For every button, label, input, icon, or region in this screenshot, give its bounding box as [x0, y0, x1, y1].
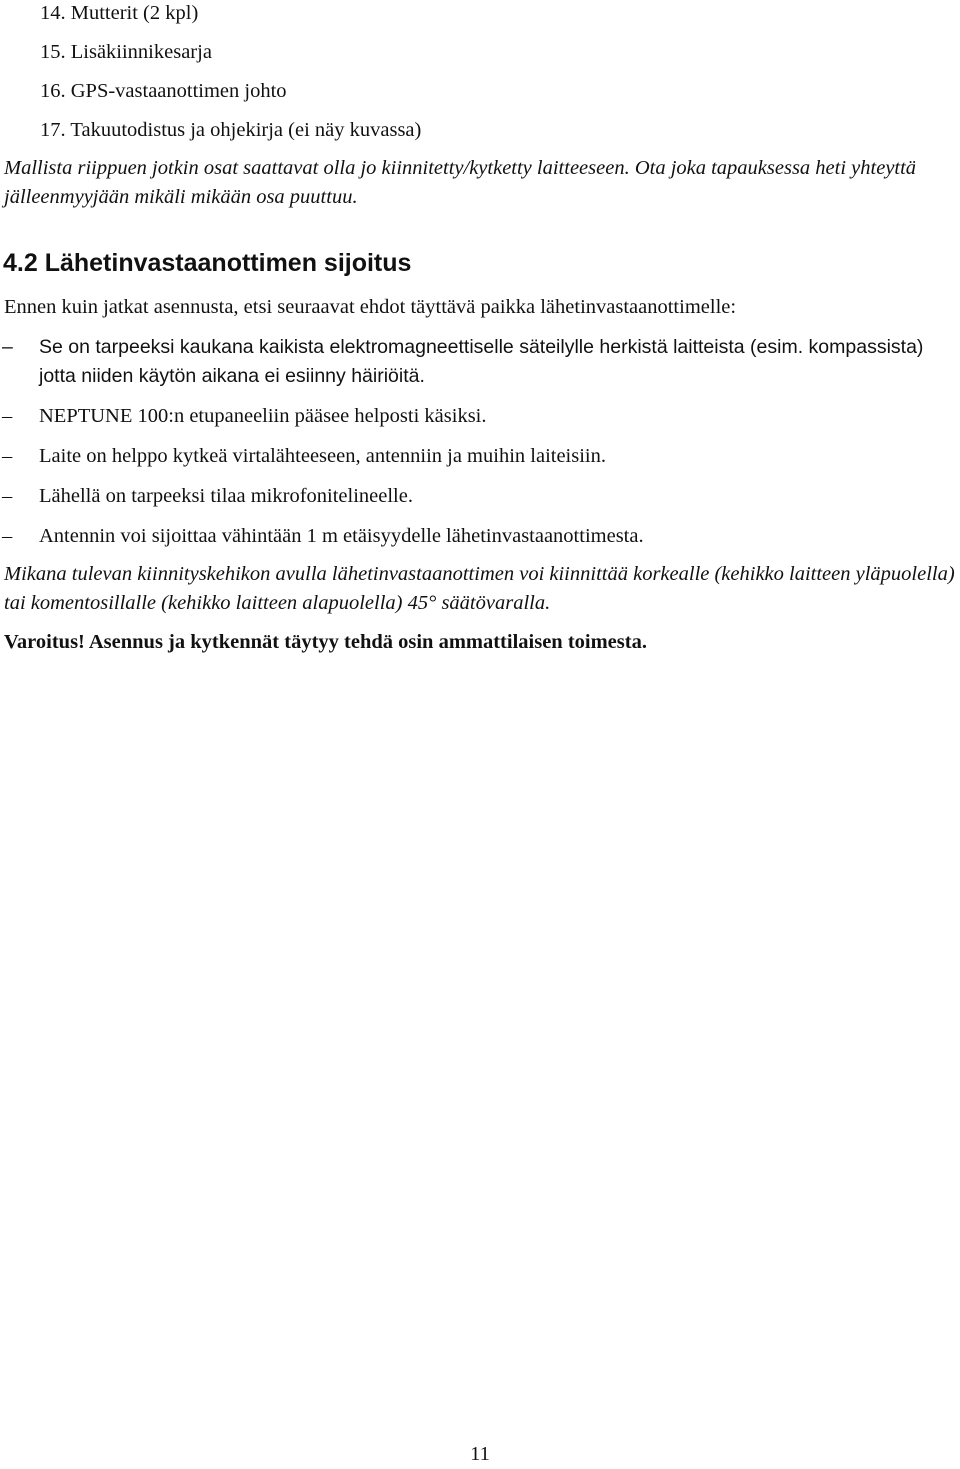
requirement-text: Laite on helppo kytkeä virtalähteeseen, antenniin ja muihin laiteisiin.: [39, 445, 606, 467]
requirement-item: [0, 522, 960, 551]
requirement-text: NEPTUNE 100:n etupaneeliin pääsee helposti käsiksi.: [39, 405, 487, 427]
requirement-item: [0, 442, 960, 471]
requirement-text: Se on tarpeeksi kaukana kaikista elektromagneettiselle säteilylle herkistä laitteista (esim. kompassista) jotta niiden käytön aikana ei esiinny häiriöitä.: [39, 336, 924, 387]
page-number: 11: [470, 1443, 490, 1465]
requirement-item: [0, 482, 960, 511]
requirement-text: Antennin voi sijoittaa vähintään 1 m etäisyydelle lähetinvastaanottimesta.: [39, 525, 644, 547]
dash-bullet: –: [2, 405, 13, 427]
parts-list-item: 15. Lisäkiinnikesarja: [40, 41, 212, 63]
parts-list: [40, 0, 421, 150]
requirement-item: [0, 333, 960, 391]
mounting-note: Mikana tulevan kiinnityskehikon avulla lähetinvastaanottimen voi kiinnittää korkealle (kehikko laitteen yläpuolella) tai komentosillalle (kehikko laitteen alapuolella) 45° säätövaralla.: [4, 563, 955, 614]
dash-bullet: –: [2, 445, 13, 467]
warning-text: Varoitus! Asennus ja kytkennät täytyy tehdä osin ammattilaisen toimesta.: [4, 631, 647, 653]
parts-note: Mallista riippuen jotkin osat saattavat olla jo kiinnitetty/kytketty laitteeseen. Ota joka tapauksessa heti yhteyttä jälleenmyyjään mikäli mikään osa puuttuu.: [4, 157, 917, 208]
requirement-text: Lähellä on tarpeeksi tilaa mikrofonitelineelle.: [39, 485, 413, 507]
section-heading: 4.2 Lähetinvastaanottimen sijoitus: [3, 249, 412, 277]
requirements-list: [0, 333, 960, 562]
section-intro: Ennen kuin jatkat asennusta, etsi seuraavat ehdot täyttävä paikka lähetinvastaanottimelle:: [4, 296, 737, 318]
parts-list-item: 16. GPS-vastaanottimen johto: [40, 80, 287, 102]
requirement-item: [0, 402, 960, 431]
dash-bullet: –: [2, 336, 13, 358]
parts-list-item: 17. Takuutodistus ja ohjekirja (ei näy kuvassa): [40, 119, 422, 141]
dash-bullet: –: [2, 485, 13, 507]
dash-bullet: –: [2, 525, 13, 547]
parts-list-item: 14. Mutterit (2 kpl): [40, 2, 199, 24]
